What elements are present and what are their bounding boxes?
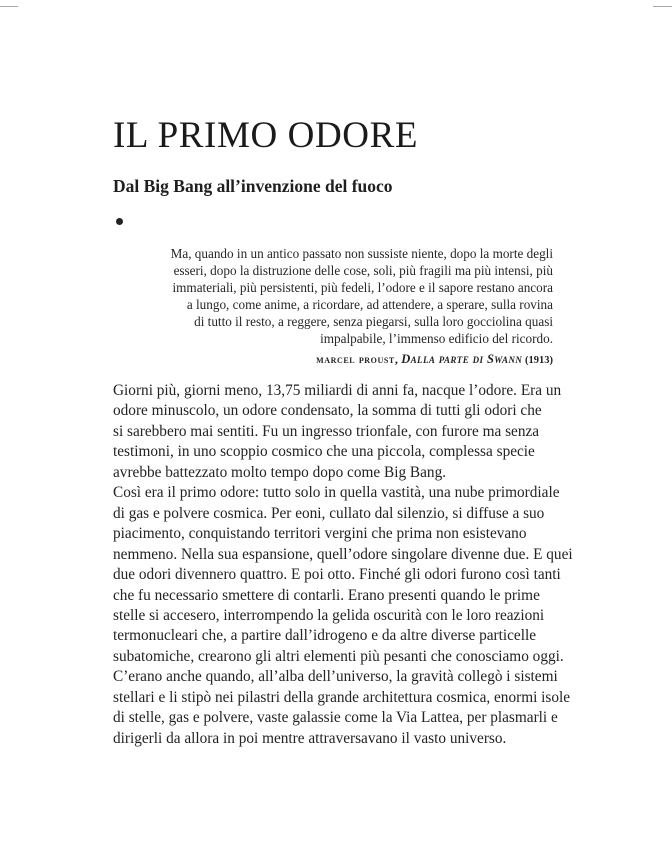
epigraph-quote [153, 245, 553, 369]
body-line: Giorni più, giorni meno, 13,75 miliardi di anni fa, nacque l’odore. Era un [113, 382, 562, 399]
body-line: termonucleari che, a partire dall’idrogeno e da altre diverse particelle [113, 627, 536, 645]
body-line: due odori divennero quattro. E poi otto. Finché gli odori furono così tanti [113, 566, 561, 584]
chapter-subtitle: Dal Big Bang all’invenzione del fuoco [113, 176, 393, 196]
bullet-ornament-icon [116, 218, 123, 225]
body-line: odore minuscolo, un odore condensato, la somma di tutti gli odori che [113, 402, 542, 420]
body-line: C’erano anche quando, all’alba dell’universo, la gravità collegò i sistemi [113, 668, 558, 686]
epigraph-line: di tutto il resto, a reggere, senza piegarsi, sulla loro gocciolina quasi [194, 314, 553, 329]
body-line: Così era il primo odore: tutto solo in quella vastità, una nube primordiale [113, 484, 560, 502]
body-line: subatomiche, crearono gli altri elementi più pesanti che conosciamo oggi. [113, 647, 564, 665]
epigraph-line: impalpabile, l’immenso edificio del ricordo. [320, 331, 553, 346]
chapter-title: IL PRIMO ODORE [113, 115, 419, 156]
body-line: piacimento, conquistando territori vergini che prima non esistevano [113, 525, 527, 543]
body-text [113, 381, 573, 749]
attribution-work-title: Dalla parte di Swann [401, 352, 523, 366]
body-line: avrebbe battezzato molto tempo dopo come Big Bang. [113, 463, 447, 481]
attribution-year: (1913) [525, 355, 553, 366]
body-line: nemmeno. Nella sua espansione, quell’odore singolare divenne due. E quei [113, 545, 573, 563]
body-line: di gas e polvere cosmica. Per eoni, cullato dal silenzio, si diffuse a suo [113, 504, 545, 522]
epigraph-line: immateriali, più persistenti, più fedeli, l’odore e il sapore restano ancora [172, 280, 553, 295]
body-line: si sarebbero mai sentiti. Fu un ingresso trionfale, con furore ma senza [113, 422, 540, 440]
body-line: stellari e li stipò nei pilastri della grande architettura cosmica, enormi isole [113, 688, 571, 706]
epigraph-line: Ma, quando in un antico passato non sussiste niente, dopo la morte degli [170, 246, 553, 261]
crop-mark-left [0, 6, 18, 7]
body-line: testimoni, in uno scoppio cosmico che una piccola, complessa specie [113, 443, 535, 461]
attribution-author: marcel proust, [316, 352, 399, 366]
crop-mark-right [653, 6, 672, 7]
epigraph-line: a lungo, come anime, a ricordare, ad attendere, a sperare, sulla rovina [186, 297, 553, 312]
epigraph-line: esseri, dopo la distruzione delle cose, soli, più fragili ma più intensi, più [173, 263, 553, 278]
body-line: di stelle, gas e polvere, vaste galassie come la Via Lattea, per plasmarli e [113, 709, 558, 727]
body-line: che fu necessario smettere di contarli. Erano presenti quando le prime [113, 586, 540, 604]
epigraph-attribution [153, 351, 553, 369]
body-line: stelle si accesero, interrompendo la gelida oscurità con le loro reazioni [113, 606, 545, 624]
body-line: dirigerli da allora in poi mentre attraversavano il vasto universo. [113, 729, 507, 747]
